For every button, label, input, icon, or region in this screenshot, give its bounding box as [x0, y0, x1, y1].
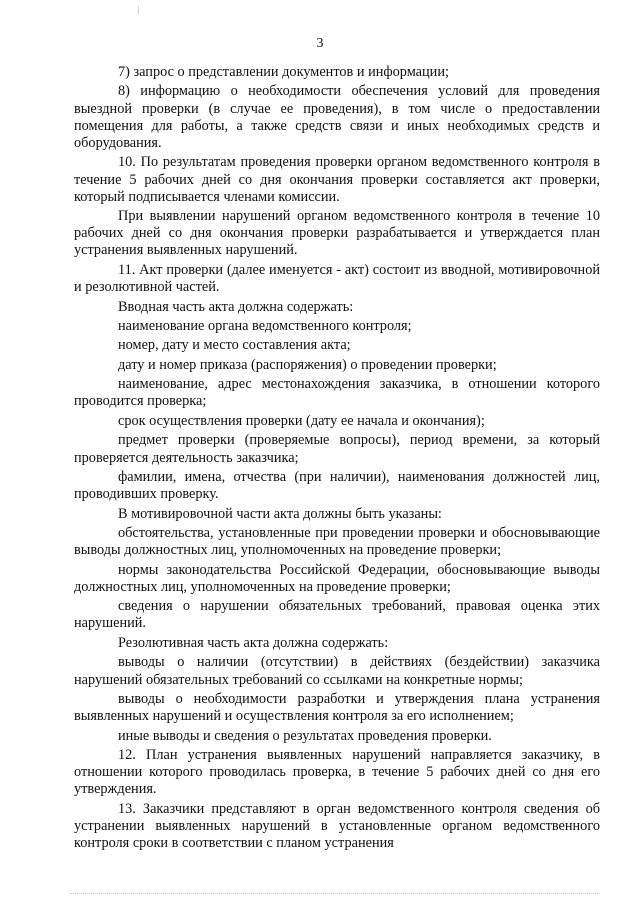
- paragraph: 8) информацию о необходимости обеспечения условий для проведения выездной проверки (в случае ее проведения), в том числе о предоставлении помещения для работы, а также средств связи и иных необходимых средств и оборудования.: [74, 83, 600, 151]
- paragraph: нормы законодательства Российской Федерации, обосновывающие выводы должностных лиц, уполномоченных на проведение проверки;: [74, 561, 600, 595]
- paragraph: 7) запрос о представлении документов и информации;: [118, 64, 449, 80]
- paragraph: наименование органа ведомственного контроля;: [118, 317, 412, 334]
- paragraph: 12. План устранения выявленных нарушений направляется заказчику, в отношении которого проводилась проверка, в течение 5 рабочих дней со дня его утверждения.: [74, 747, 600, 798]
- paragraph: наименование, адрес местонахождения заказчика, в отношении которого проводится проверка;: [74, 376, 600, 410]
- paragraph: Вводная часть акта должна содержать:: [118, 298, 354, 315]
- paragraph: фамилии, имена, отчества (при наличии), наименования должностей лиц, проводивших проверку.: [74, 469, 600, 503]
- paragraph: выводы о наличии (отсутствии) в действиях (бездействии) заказчика нарушений обязательных требований со ссылками на конкретные нормы;: [74, 654, 600, 688]
- paragraph: предмет проверки (проверяемые вопросы), период времени, за который проверяется деятельность заказчика;: [74, 432, 600, 466]
- paragraph: 11. Акт проверки (далее именуется - акт) состоит из вводной, мотивировочной и резолютивной частей.: [74, 261, 600, 296]
- page-number: 3: [316, 36, 324, 51]
- paragraph: При выявлении нарушений органом ведомственного контроля в течение 10 рабочих дней со дня окончания проверки разрабатывается и утверждается план устранения выявленных нарушений.: [74, 208, 600, 259]
- document-body: [74, 64, 600, 855]
- paragraph: сведения о нарушении обязательных требований, правовая оценка этих нарушений.: [74, 598, 600, 632]
- scan-artifact: [138, 6, 139, 14]
- paragraph: номер, дату и место составления акта;: [118, 337, 351, 354]
- paragraph: В мотивировочной части акта должны быть указаны:: [118, 505, 442, 522]
- paragraph: дату и номер приказа (распоряжения) о проведении проверки;: [118, 356, 497, 373]
- paragraph: обстоятельства, установленные при проведении проверки и обосновывающие выводы должностных лиц, уполномоченных на проведение проверки;: [74, 525, 600, 559]
- paragraph: иные выводы и сведения о результатах проведения проверки.: [118, 727, 492, 744]
- scan-artifact: [70, 893, 600, 898]
- paragraph: 13. Заказчики представляют в орган ведомственного контроля сведения об устранении выявленных нарушений в установленные органом ведомственного контроля сроки в соответствии с планом устранения: [74, 800, 600, 852]
- paragraph: Резолютивная часть акта должна содержать:: [118, 634, 389, 651]
- paragraph: срок осуществления проверки (дату ее начала и окончания);: [118, 412, 485, 429]
- paragraph: 10. По результатам проведения проверки органом ведомственного контроля в течение 5 рабочих дней со дня окончания проверки составляется акт проверки, который подписывается членами комиссии.: [74, 154, 600, 205]
- paragraph: выводы о необходимости разработки и утверждения плана устранения выявленных нарушений и осуществления контроля за его исполнением;: [74, 690, 600, 725]
